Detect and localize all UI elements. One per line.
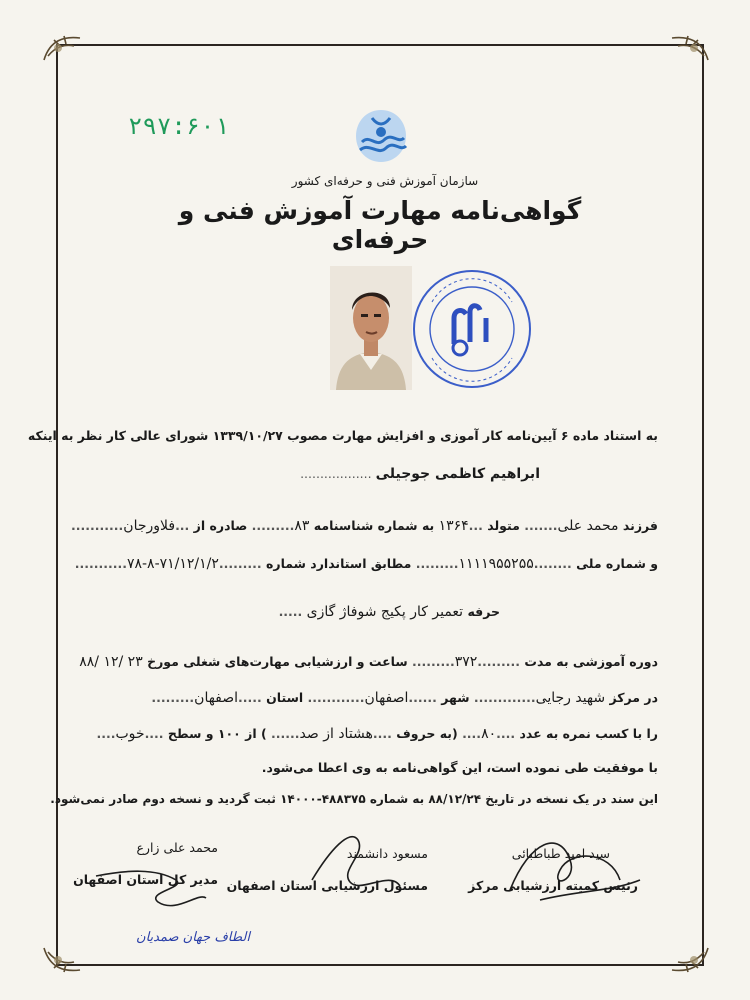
signer-2-role: مسئول ارزشیابی استان اصفهان <box>226 878 428 893</box>
center-label: در مرکز <box>609 690 658 705</box>
intro-text: به استناد ماده ۶ آیین‌نامه کار آموزی و افزایش مهارت مصوب ۱۳۳۹/۱۰/۲۷ شورای عالی کار نظر به اینکه <box>27 428 658 443</box>
national-id: ۱۱۱۱۹۵۵۲۵۵ <box>458 556 534 572</box>
trade-row: حرفه تعمیر کار پکیج شوفاژ گازی ..... <box>278 604 500 620</box>
serial-number: ۲۹۷:۶۰۱ <box>128 112 230 140</box>
signer-1-name: سید امید طباطبائی <box>511 846 610 861</box>
child-of-label: فرزند <box>622 518 658 533</box>
birth-details-row: فرزند محمد علی....... متولد ...۱۳۶۴ به شماره شناسنامه ۸۳......... صادره از ...فلاورجان........... <box>71 518 658 534</box>
born-label: متولد <box>487 518 520 533</box>
handwritten-note: الطاف جهان صمدیان <box>136 930 250 945</box>
father-name: محمد علی <box>557 518 619 534</box>
issued-place: فلاورجان <box>123 518 176 534</box>
city-value: اصفهان <box>364 690 409 706</box>
score-row: را با کسب نمره به عدد ....۸۰.... (به حروف ....هشتاد از صد...... ) از ۱۰۰ و سطح ....خوب.... <box>96 726 658 742</box>
id-label: به شماره شناسنامه <box>313 518 435 533</box>
signer-3-signature-icon <box>86 852 216 922</box>
center-name: شهید رجایی <box>535 690 606 706</box>
corner-ornament-icon <box>666 944 712 978</box>
corner-ornament-icon <box>666 30 712 64</box>
completion-text: با موفقیت طی نموده است، این گواهی‌نامه به وی اعطا می‌شود. <box>261 760 658 775</box>
corner-ornament-icon <box>40 30 86 64</box>
course-hours: ۳۷۲ <box>454 654 478 670</box>
province-value: اصفهان <box>194 690 239 706</box>
score-max: ) از ۱۰۰ و سطح <box>167 726 267 741</box>
course-date: ۸۸/ ۱۲/ ۲۳ <box>79 654 143 670</box>
signer-1-signature-icon <box>500 820 650 910</box>
score-level: خوب <box>115 726 145 742</box>
corner-ornament-icon <box>40 944 86 978</box>
trade-value: تعمیر کار پکیج شوفاژ گازی <box>306 604 464 620</box>
official-stamp-icon <box>410 262 534 396</box>
national-id-label: و شماره ملی <box>576 556 658 571</box>
course-label: دوره آموزشی به مدت <box>524 654 658 669</box>
score-number: ۸۰ <box>481 726 497 742</box>
score-words-label: (به حروف <box>396 726 458 741</box>
holder-photo <box>330 266 412 390</box>
course-middle-text: ساعت و ارزشیابی مهارت‌های شغلی مورخ <box>147 654 408 669</box>
holder-name: ابراهیم کاظمی جوجیلی <box>375 466 540 482</box>
organization-name: سازمان آموزش فنی و حرفه‌ای کشور <box>291 174 479 188</box>
score-words: هشتاد از صد <box>299 726 373 742</box>
id-number: ۸۳ <box>294 518 310 534</box>
trade-label: حرفه <box>467 604 500 619</box>
center-row: در مرکز شهید رجایی............. شهر ......اصفهان............ استان .....اصفهان......... <box>151 690 658 706</box>
national-id-row: و شماره ملی ........۱۱۱۱۹۵۵۲۵۵......... مطابق استاندارد شماره .........۷۸-۸-۷۱/۱۲/۱/۲........... <box>74 556 658 572</box>
standard-number: ۷۸-۸-۷۱/۱۲/۱/۲ <box>126 556 219 572</box>
signer-3-name: محمد علی زارع <box>136 840 218 855</box>
registration-text: این سند در یک نسخه در تاریخ ۸۸/۱۲/۲۴ به شماره ۴۸۸۳۷۵-۱۴۰۰۰ ثبت گردید و نسخه دوم صادر نمی‌شود. <box>50 792 658 806</box>
holder-name-row: ابراهیم کاظمی جوجیلی .................. <box>300 466 540 482</box>
signer-2-name: مسعود دانشمند <box>346 846 428 861</box>
signer-2-signature-icon <box>300 820 410 900</box>
signer-1-role: رئیس کمیته ارزشیابی مرکز <box>468 878 638 893</box>
birth-year: ۱۳۶۴ <box>438 518 469 534</box>
issued-label: صادره از <box>193 518 248 533</box>
standard-label: مطابق استاندارد شماره <box>266 556 412 571</box>
province-label: استان <box>266 690 304 705</box>
signer-3-role: مدیر کل استان اصفهان <box>73 872 218 887</box>
certificate-title: گواهی‌نامه مهارت آموزش فنی و حرفه‌ای <box>178 196 582 254</box>
organization-logo-icon <box>352 104 410 166</box>
city-label: شهر <box>441 690 470 705</box>
score-label: را با کسب نمره به عدد <box>519 726 658 741</box>
course-row: دوره آموزشی به مدت .........۳۷۲......... ساعت و ارزشیابی مهارت‌های شغلی مورخ ۸۸/ ۱۲/ ۲۳ <box>79 654 658 670</box>
